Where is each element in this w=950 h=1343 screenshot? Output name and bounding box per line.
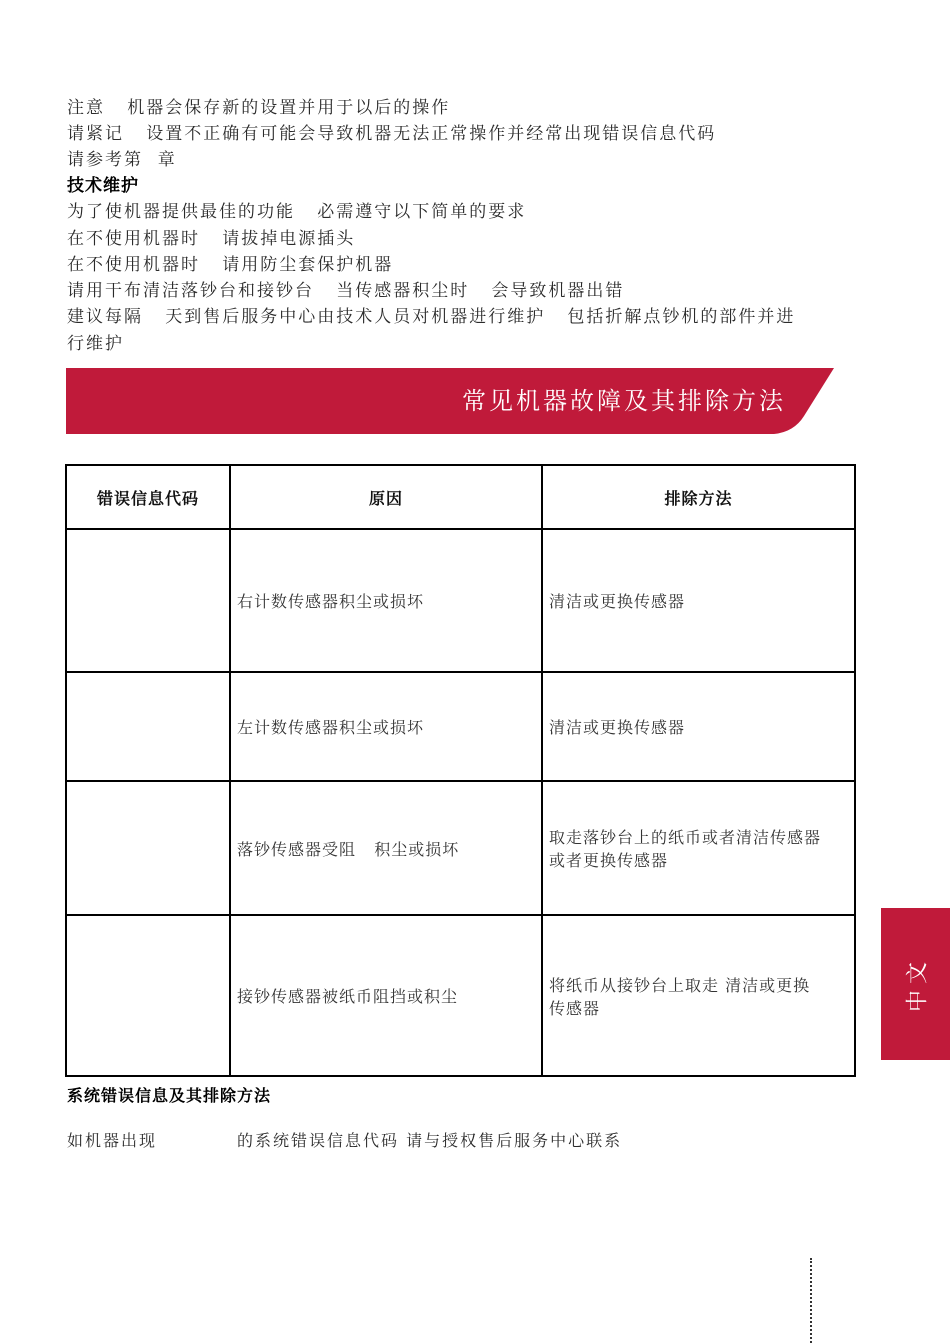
maintenance-line-6: 行维护: [67, 334, 124, 354]
row-error-code: [66, 529, 230, 672]
note-see-chapter: 请参考第 章: [67, 150, 177, 170]
row-remedy: 取走落钞台上的纸币或者清洁传感器 或者更换传感器: [542, 781, 855, 915]
row-cause: 落钞传感器受阻 积尘或损坏: [230, 781, 542, 915]
table-row: [66, 781, 855, 915]
table-row: [66, 915, 855, 1076]
maintenance-heading: 技术维护: [67, 176, 139, 196]
row-remedy: 将纸币从接钞台上取走 清洁或更换 传感器: [542, 915, 855, 1076]
language-tab: [881, 908, 950, 1060]
maintenance-line-4: 请用干布清洁落钞台和接钞台 当传感器积尘时 会导致机器出错: [67, 281, 625, 301]
system-errors-text-b: 的系统错误信息代码 请与授权售后服务中心联系: [237, 1131, 623, 1150]
fault-table: [65, 464, 856, 1077]
system-errors-text-a: 如机器出现: [67, 1131, 158, 1150]
language-tab-label: 中文: [905, 955, 930, 1013]
row-cause: 接钞传感器被纸币阻挡或积尘: [230, 915, 542, 1076]
maintenance-line-1: 为了使机器提供最佳的功能 必需遵守以下简单的要求: [67, 202, 527, 222]
header-cause: 原因: [230, 465, 542, 529]
row-cause: 左计数传感器积尘或损坏: [230, 672, 542, 781]
banner-title: 常见机器故障及其排除方法: [462, 387, 786, 415]
note-incorrect-settings: 请紧记 设置不正确有可能会导致机器无法正常操作并经常出现错误信息代码: [67, 124, 717, 144]
row-remedy: 清洁或更换传感器: [542, 529, 855, 672]
note-save-settings: 注意 机器会保存新的设置并用于以后的操作: [67, 98, 451, 118]
section-banner: [66, 368, 856, 434]
header-error-code: 错误信息代码: [66, 465, 230, 529]
table-header-row: [66, 465, 855, 529]
maintenance-line-5: 建议每隔 天到售后服务中心由技术人员对机器进行维护 包括折解点钞机的部件并进: [67, 307, 796, 327]
header-remedy: 排除方法: [542, 465, 855, 529]
table-row: [66, 529, 855, 672]
row-error-code: [66, 781, 230, 915]
table-row: [66, 672, 855, 781]
row-error-code: [66, 915, 230, 1076]
system-errors-heading: 系统错误信息及其排除方法: [67, 1086, 272, 1105]
maintenance-line-2: 在不使用机器时 请拔掉电源插头: [67, 229, 356, 249]
row-remedy: 清洁或更换传感器: [542, 672, 855, 781]
dotted-margin-line: [810, 1258, 812, 1343]
row-error-code: [66, 672, 230, 781]
row-cause: 右计数传感器积尘或损坏: [230, 529, 542, 672]
maintenance-line-3: 在不使用机器时 请用防尘套保护机器: [67, 255, 394, 275]
